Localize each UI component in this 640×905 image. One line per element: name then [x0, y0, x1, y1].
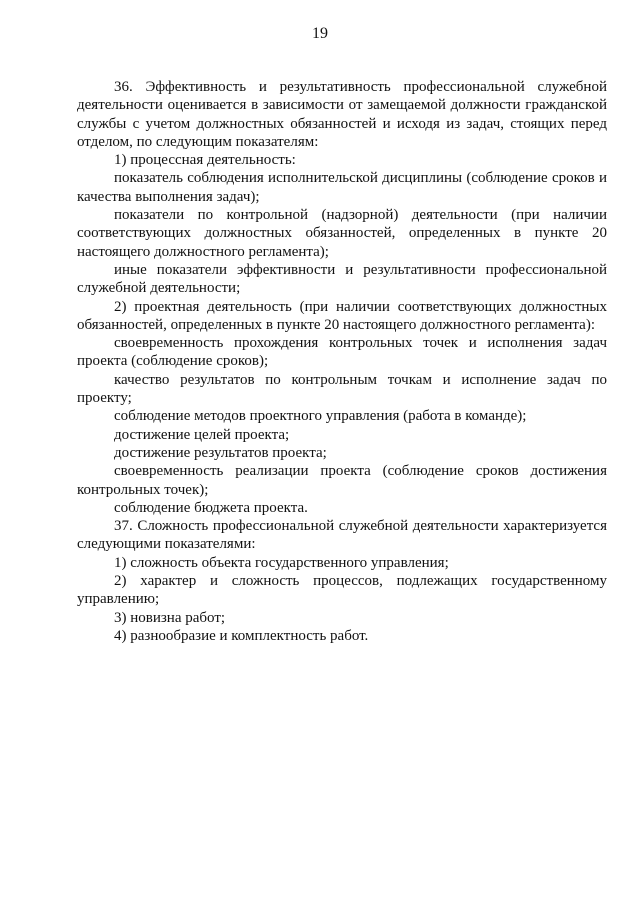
list-item-project-activity: 2) проектная деятельность (при наличии соответствующих должностных обязанностей, определенных в пункте 20 настоящего должностного регламента): — [77, 298, 607, 333]
list-item-object-complexity: 1) сложность объекта государственного управления; — [114, 554, 449, 571]
list-item-novelty: 3) новизна работ; — [114, 609, 226, 626]
list-item-project-timeliness: своевременность реализации проекта (соблюдение сроков достижения контрольных точек); — [77, 463, 607, 498]
list-item-project-budget: соблюдение бюджета проекта. — [114, 499, 308, 516]
list-item-process-activity: 1) процессная деятельность: — [114, 152, 296, 169]
list-item-results-quality: качество результатов по контрольным точкам и исполнение задач по проекту; — [77, 371, 607, 407]
list-item-execution-discipline: показатель соблюдения исполнительской дисциплины (соблюдение сроков и качества выполнения задач); — [77, 170, 607, 205]
list-item-checkpoints-timeliness: своевременность прохождения контрольных точек и исполнения задач проекта (соблюдение сроков); — [77, 335, 607, 370]
list-item-control-activity: показатели по контрольной (надзорной) деятельности (при наличии соответствующих должностных обязанностей, определенных в пункте 20 настоящего должностного регламента); — [77, 207, 607, 260]
paragraph-37-intro: 37. Сложность профессиональной служебной деятельности характеризуется следующими показателями: — [77, 518, 607, 553]
list-item-project-methods: соблюдение методов проектного управления (работа в команде); — [114, 408, 527, 425]
document-body — [77, 78, 607, 645]
page-number: 19 — [312, 25, 328, 42]
paragraph-36-intro: 36. Эффективность и результативность профессиональной служебной деятельности оценивается в зависимости от замещаемой должности гражданской службы с учетом должностных обязанностей и исходя из задач, стоящих перед отделом, по следующим показателям: — [77, 79, 607, 150]
list-item-process-complexity: 2) характер и сложность процессов, подлежащих государственному управлению; — [77, 573, 607, 608]
list-item-other-indicators: иные показатели эффективности и результативности профессиональной служебной деятельности; — [77, 261, 607, 297]
list-item-diversity: 4) разнообразие и комплектность работ. — [114, 627, 369, 644]
list-item-project-goals: достижение целей проекта; — [114, 426, 290, 443]
list-item-project-results: достижение результатов проекта; — [114, 444, 327, 461]
